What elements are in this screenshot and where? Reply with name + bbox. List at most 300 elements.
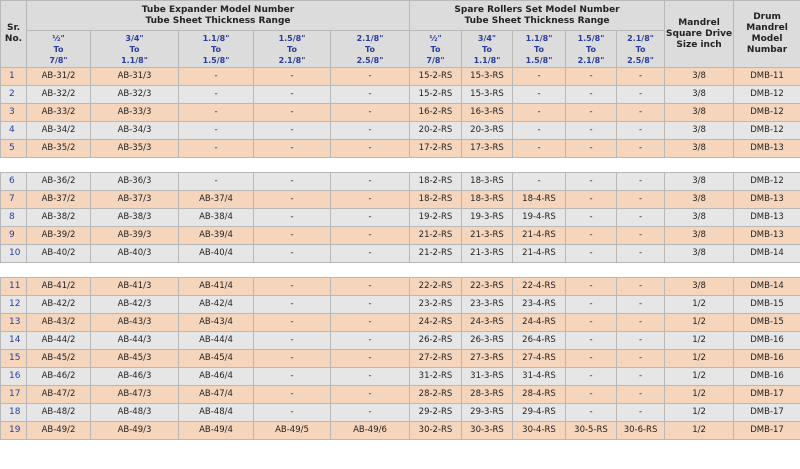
roller-model-2-cell: 17-3-RS xyxy=(462,140,513,158)
expander-model-3-cell: AB-46/4 xyxy=(179,368,254,386)
drum-mandrel-model-cell: DMB-17 xyxy=(734,386,800,404)
expander-model-2-cell: AB-37/3 xyxy=(91,191,179,209)
rollers-subtitle: Tube Sheet Thickness Range xyxy=(464,15,610,26)
expander-model-5-cell: - xyxy=(331,368,410,386)
expander-subtitle: Tube Sheet Thickness Range xyxy=(145,15,291,26)
expander-model-4-cell: - xyxy=(254,296,331,314)
expander-model-3-cell: AB-42/4 xyxy=(179,296,254,314)
expander-title: Tube Expander Model Number xyxy=(141,4,295,15)
rollers-title: Spare Rollers Set Model Number xyxy=(454,4,620,15)
roller-model-4-cell: 30-5-RS xyxy=(566,422,617,440)
expander-header xyxy=(27,1,410,31)
table-row xyxy=(1,173,800,191)
expander-model-5-cell: - xyxy=(331,191,410,209)
sr-no-header: Sr. No. xyxy=(1,1,27,68)
range-line: 1.1/8" xyxy=(202,33,230,43)
expander-model-5-cell: - xyxy=(331,173,410,191)
expander-model-5-cell: - xyxy=(331,314,410,332)
roller-model-4-cell: - xyxy=(566,386,617,404)
roller-model-5-cell: - xyxy=(617,140,665,158)
roller-model-2-cell: 19-3-RS xyxy=(462,209,513,227)
sr-no-cell: 18 xyxy=(1,404,27,422)
roller-model-4-cell: - xyxy=(566,140,617,158)
roller-model-1-cell: 16-2-RS xyxy=(410,104,462,122)
roller-model-3-cell: 21-4-RS xyxy=(513,227,566,245)
roller-model-1-cell: 21-2-RS xyxy=(410,245,462,263)
roller-model-3-cell: - xyxy=(513,140,566,158)
mandrel-size-cell: 3/8 xyxy=(665,122,734,140)
range-line: 2.1/8" xyxy=(356,33,384,43)
expander-model-5-cell: - xyxy=(331,122,410,140)
expander-model-1-cell: AB-39/2 xyxy=(27,227,91,245)
drum-mandrel-model-cell: DMB-12 xyxy=(734,122,800,140)
range-line: ½" xyxy=(52,33,65,43)
roller-model-1-cell: 18-2-RS xyxy=(410,173,462,191)
table-row xyxy=(1,209,800,227)
expander-model-2-cell: AB-36/3 xyxy=(91,173,179,191)
sr-no-cell: 4 xyxy=(1,122,27,140)
expander-model-4-cell: - xyxy=(254,332,331,350)
roller-model-5-cell: 30-6-RS xyxy=(617,422,665,440)
roller-model-3-cell: 21-4-RS xyxy=(513,245,566,263)
expander-model-4-cell: - xyxy=(254,227,331,245)
roller-model-1-cell: 26-2-RS xyxy=(410,332,462,350)
roller-model-1-cell: 24-2-RS xyxy=(410,314,462,332)
sr-no-cell: 5 xyxy=(1,140,27,158)
roller-model-3-cell: - xyxy=(513,122,566,140)
roller-model-1-cell: 15-2-RS xyxy=(410,86,462,104)
sr-no-cell: 12 xyxy=(1,296,27,314)
drum-mandrel-header: Drum Mandrel Model Numbar xyxy=(734,1,800,68)
range-line: 7/8" xyxy=(49,55,68,65)
range-line: 1.5/8" xyxy=(577,33,605,43)
roller-model-4-cell: - xyxy=(566,227,617,245)
expander-model-1-cell: AB-36/2 xyxy=(27,173,91,191)
expander-model-5-cell: - xyxy=(331,209,410,227)
roller-model-1-cell: 23-2-RS xyxy=(410,296,462,314)
sr-no-cell: 17 xyxy=(1,386,27,404)
range-line: 2.5/8" xyxy=(356,55,384,65)
expander-model-1-cell: AB-33/2 xyxy=(27,104,91,122)
roller-model-1-cell: 28-2-RS xyxy=(410,386,462,404)
expander-range-4 xyxy=(254,31,331,68)
mandrel-size-cell: 1/2 xyxy=(665,332,734,350)
table-row xyxy=(1,68,800,86)
table-row xyxy=(1,404,800,422)
drum-mandrel-model-cell: DMB-15 xyxy=(734,314,800,332)
sr-no-cell: 8 xyxy=(1,209,27,227)
roller-model-5-cell: - xyxy=(617,314,665,332)
roller-model-1-cell: 22-2-RS xyxy=(410,278,462,296)
range-line: 7/8" xyxy=(426,55,445,65)
roller-range-5 xyxy=(617,31,665,68)
roller-model-1-cell: 15-2-RS xyxy=(410,68,462,86)
roller-model-2-cell: 23-3-RS xyxy=(462,296,513,314)
expander-model-2-cell: AB-45/3 xyxy=(91,350,179,368)
table-row xyxy=(1,296,800,314)
mandrel-size-cell: 3/8 xyxy=(665,86,734,104)
table-row xyxy=(1,227,800,245)
table-row xyxy=(1,191,800,209)
group-spacer xyxy=(1,263,800,278)
expander-model-1-cell: AB-47/2 xyxy=(27,386,91,404)
expander-model-5-cell: - xyxy=(331,386,410,404)
sr-no-cell: 11 xyxy=(1,278,27,296)
expander-model-2-cell: AB-49/3 xyxy=(91,422,179,440)
spacer-cell xyxy=(1,158,800,173)
roller-model-2-cell: 22-3-RS xyxy=(462,278,513,296)
roller-model-3-cell: 26-4-RS xyxy=(513,332,566,350)
mandrel-size-cell: 3/8 xyxy=(665,245,734,263)
expander-model-4-cell: - xyxy=(254,368,331,386)
range-line: 1.1/8" xyxy=(473,55,501,65)
roller-model-4-cell: - xyxy=(566,191,617,209)
table-row xyxy=(1,104,800,122)
expander-range-3 xyxy=(179,31,254,68)
roller-model-2-cell: 26-3-RS xyxy=(462,332,513,350)
roller-model-5-cell: - xyxy=(617,227,665,245)
expander-model-3-cell: - xyxy=(179,140,254,158)
expander-model-4-cell: - xyxy=(254,122,331,140)
mandrel-size-cell: 1/2 xyxy=(665,314,734,332)
roller-model-1-cell: 30-2-RS xyxy=(410,422,462,440)
expander-model-5-cell: - xyxy=(331,245,410,263)
range-line: To xyxy=(129,44,140,54)
expander-model-4-cell: - xyxy=(254,209,331,227)
table-row xyxy=(1,140,800,158)
roller-model-2-cell: 18-3-RS xyxy=(462,191,513,209)
range-line: To xyxy=(482,44,492,54)
drum-mandrel-model-cell: DMB-13 xyxy=(734,191,800,209)
table-row xyxy=(1,332,800,350)
expander-model-2-cell: AB-38/3 xyxy=(91,209,179,227)
expander-model-2-cell: AB-44/3 xyxy=(91,332,179,350)
roller-model-2-cell: 20-3-RS xyxy=(462,122,513,140)
expander-model-2-cell: AB-40/3 xyxy=(91,245,179,263)
expander-model-3-cell: AB-37/4 xyxy=(179,191,254,209)
expander-model-3-cell: AB-48/4 xyxy=(179,404,254,422)
sr-no-cell: 6 xyxy=(1,173,27,191)
expander-model-5-cell: - xyxy=(331,350,410,368)
expander-model-3-cell: - xyxy=(179,104,254,122)
drum-mandrel-model-cell: DMB-12 xyxy=(734,173,800,191)
mandrel-size-cell: 1/2 xyxy=(665,404,734,422)
roller-model-2-cell: 29-3-RS xyxy=(462,404,513,422)
roller-model-2-cell: 31-3-RS xyxy=(462,368,513,386)
roller-model-5-cell: - xyxy=(617,350,665,368)
table-row xyxy=(1,422,800,440)
sr-no-cell: 16 xyxy=(1,368,27,386)
roller-model-3-cell: 23-4-RS xyxy=(513,296,566,314)
roller-model-1-cell: 31-2-RS xyxy=(410,368,462,386)
mandrel-size-cell: 1/2 xyxy=(665,386,734,404)
roller-model-3-cell: 24-4-RS xyxy=(513,314,566,332)
roller-model-4-cell: - xyxy=(566,332,617,350)
expander-model-4-cell: - xyxy=(254,140,331,158)
roller-model-5-cell: - xyxy=(617,278,665,296)
drum-mandrel-model-cell: DMB-13 xyxy=(734,209,800,227)
expander-model-4-cell: - xyxy=(254,104,331,122)
expander-model-3-cell: AB-38/4 xyxy=(179,209,254,227)
roller-model-5-cell: - xyxy=(617,404,665,422)
roller-model-4-cell: - xyxy=(566,350,617,368)
expander-model-1-cell: AB-31/2 xyxy=(27,68,91,86)
range-line: 2.1/8" xyxy=(278,55,306,65)
roller-model-2-cell: 30-3-RS xyxy=(462,422,513,440)
expander-model-1-cell: AB-35/2 xyxy=(27,140,91,158)
expander-model-4-cell: - xyxy=(254,404,331,422)
range-line: 1.1/8" xyxy=(121,55,148,65)
expander-model-3-cell: - xyxy=(179,68,254,86)
roller-model-4-cell: - xyxy=(566,209,617,227)
roller-model-4-cell: - xyxy=(566,122,617,140)
range-line: To xyxy=(430,44,441,54)
expander-model-2-cell: AB-47/3 xyxy=(91,386,179,404)
expander-model-5-cell: - xyxy=(331,140,410,158)
expander-model-4-cell: - xyxy=(254,314,331,332)
expander-model-2-cell: AB-35/3 xyxy=(91,140,179,158)
range-line: ½" xyxy=(429,33,442,43)
mandrel-size-cell: 3/8 xyxy=(665,140,734,158)
mandrel-size-cell: 1/2 xyxy=(665,422,734,440)
table-row xyxy=(1,245,800,263)
range-line: To xyxy=(365,44,375,54)
roller-model-3-cell: 22-4-RS xyxy=(513,278,566,296)
roller-model-5-cell: - xyxy=(617,245,665,263)
roller-model-3-cell: 31-4-RS xyxy=(513,368,566,386)
expander-model-4-cell: - xyxy=(254,68,331,86)
expander-model-4-cell: - xyxy=(254,386,331,404)
roller-model-2-cell: 15-3-RS xyxy=(462,86,513,104)
range-line: 1.5/8" xyxy=(278,33,306,43)
roller-model-2-cell: 18-3-RS xyxy=(462,173,513,191)
roller-model-3-cell: - xyxy=(513,173,566,191)
expander-model-2-cell: AB-48/3 xyxy=(91,404,179,422)
expander-model-3-cell: AB-43/4 xyxy=(179,314,254,332)
expander-model-4-cell: - xyxy=(254,350,331,368)
roller-model-1-cell: 17-2-RS xyxy=(410,140,462,158)
drum-mandrel-model-cell: DMB-16 xyxy=(734,368,800,386)
expander-model-4-cell: - xyxy=(254,86,331,104)
expander-model-1-cell: AB-46/2 xyxy=(27,368,91,386)
range-line: To xyxy=(287,44,297,54)
drum-mandrel-model-cell: DMB-12 xyxy=(734,104,800,122)
roller-model-2-cell: 21-3-RS xyxy=(462,245,513,263)
sr-no-cell: 1 xyxy=(1,68,27,86)
roller-model-5-cell: - xyxy=(617,209,665,227)
expander-model-2-cell: AB-34/3 xyxy=(91,122,179,140)
roller-model-4-cell: - xyxy=(566,368,617,386)
roller-range-1 xyxy=(410,31,462,68)
expander-model-1-cell: AB-38/2 xyxy=(27,209,91,227)
expander-model-3-cell: AB-47/4 xyxy=(179,386,254,404)
expander-model-5-cell: - xyxy=(331,404,410,422)
expander-model-2-cell: AB-32/3 xyxy=(91,86,179,104)
drum-mandrel-model-cell: DMB-13 xyxy=(734,227,800,245)
expander-model-3-cell: AB-45/4 xyxy=(179,350,254,368)
mandrel-size-cell: 3/8 xyxy=(665,191,734,209)
roller-model-3-cell: - xyxy=(513,86,566,104)
roller-model-5-cell: - xyxy=(617,386,665,404)
expander-model-4-cell: - xyxy=(254,278,331,296)
expander-model-1-cell: AB-44/2 xyxy=(27,332,91,350)
expander-model-2-cell: AB-41/3 xyxy=(91,278,179,296)
range-line: To xyxy=(586,44,596,54)
expander-model-4-cell: AB-49/5 xyxy=(254,422,331,440)
roller-model-4-cell: - xyxy=(566,245,617,263)
expander-model-2-cell: AB-33/3 xyxy=(91,104,179,122)
mandrel-size-cell: 3/8 xyxy=(665,209,734,227)
roller-model-5-cell: - xyxy=(617,68,665,86)
roller-model-4-cell: - xyxy=(566,86,617,104)
table-row xyxy=(1,350,800,368)
roller-model-3-cell: 30-4-RS xyxy=(513,422,566,440)
roller-model-3-cell: 18-4-RS xyxy=(513,191,566,209)
roller-model-2-cell: 28-3-RS xyxy=(462,386,513,404)
roller-range-2 xyxy=(462,31,513,68)
rollers-header xyxy=(410,1,665,31)
sr-no-cell: 19 xyxy=(1,422,27,440)
expander-model-5-cell: - xyxy=(331,278,410,296)
range-line: To xyxy=(635,44,646,54)
roller-model-3-cell: - xyxy=(513,68,566,86)
mandrel-header: Mandrel Square Drive Size inch xyxy=(665,1,734,68)
table-row xyxy=(1,86,800,104)
expander-range-2 xyxy=(91,31,179,68)
mandrel-size-cell: 3/8 xyxy=(665,227,734,245)
expander-model-3-cell: AB-44/4 xyxy=(179,332,254,350)
expander-model-2-cell: AB-31/3 xyxy=(91,68,179,86)
drum-mandrel-model-cell: DMB-15 xyxy=(734,296,800,314)
expander-model-5-cell: - xyxy=(331,68,410,86)
table-row xyxy=(1,386,800,404)
mandrel-size-cell: 1/2 xyxy=(665,296,734,314)
range-line: 2.5/8" xyxy=(627,55,654,65)
expander-model-1-cell: AB-45/2 xyxy=(27,350,91,368)
range-line: To xyxy=(534,44,544,54)
roller-model-4-cell: - xyxy=(566,314,617,332)
sr-no-cell: 9 xyxy=(1,227,27,245)
roller-model-4-cell: - xyxy=(566,104,617,122)
roller-model-3-cell: 27-4-RS xyxy=(513,350,566,368)
roller-model-4-cell: - xyxy=(566,68,617,86)
roller-range-3 xyxy=(513,31,566,68)
mandrel-size-cell: 3/8 xyxy=(665,104,734,122)
drum-mandrel-model-cell: DMB-13 xyxy=(734,140,800,158)
roller-model-1-cell: 18-2-RS xyxy=(410,191,462,209)
expander-model-3-cell: AB-39/4 xyxy=(179,227,254,245)
expander-model-5-cell: - xyxy=(331,296,410,314)
expander-model-2-cell: AB-39/3 xyxy=(91,227,179,245)
roller-model-2-cell: 27-3-RS xyxy=(462,350,513,368)
expander-model-2-cell: AB-43/3 xyxy=(91,314,179,332)
roller-model-5-cell: - xyxy=(617,104,665,122)
sr-no-cell: 10 xyxy=(1,245,27,263)
range-line: 1.5/8" xyxy=(202,55,230,65)
drum-mandrel-model-cell: DMB-16 xyxy=(734,350,800,368)
expander-model-1-cell: AB-40/2 xyxy=(27,245,91,263)
mandrel-size-cell: 3/8 xyxy=(665,68,734,86)
roller-model-1-cell: 19-2-RS xyxy=(410,209,462,227)
expander-model-4-cell: - xyxy=(254,245,331,263)
roller-model-5-cell: - xyxy=(617,173,665,191)
range-line: 1.1/8" xyxy=(525,33,553,43)
drum-mandrel-model-cell: DMB-11 xyxy=(734,68,800,86)
roller-model-1-cell: 29-2-RS xyxy=(410,404,462,422)
roller-model-1-cell: 27-2-RS xyxy=(410,350,462,368)
range-line: 2.1/8" xyxy=(577,55,605,65)
drum-mandrel-model-cell: DMB-14 xyxy=(734,278,800,296)
expander-model-4-cell: - xyxy=(254,191,331,209)
mandrel-size-cell: 1/2 xyxy=(665,368,734,386)
expander-model-5-cell: AB-49/6 xyxy=(331,422,410,440)
sr-no-cell: 3 xyxy=(1,104,27,122)
expander-range-5 xyxy=(331,31,410,68)
range-line: 2.1/8" xyxy=(627,33,654,43)
roller-model-5-cell: - xyxy=(617,86,665,104)
expander-model-3-cell: AB-49/4 xyxy=(179,422,254,440)
roller-model-5-cell: - xyxy=(617,332,665,350)
range-line: 3/4" xyxy=(125,33,144,43)
expander-model-5-cell: - xyxy=(331,104,410,122)
table-row xyxy=(1,368,800,386)
roller-model-4-cell: - xyxy=(566,404,617,422)
table-row xyxy=(1,122,800,140)
expander-model-3-cell: - xyxy=(179,122,254,140)
range-line: 3/4" xyxy=(477,33,497,43)
drum-mandrel-model-cell: DMB-14 xyxy=(734,245,800,263)
expander-model-1-cell: AB-37/2 xyxy=(27,191,91,209)
expander-model-5-cell: - xyxy=(331,227,410,245)
expander-model-3-cell: - xyxy=(179,173,254,191)
roller-model-4-cell: - xyxy=(566,296,617,314)
expander-model-3-cell: - xyxy=(179,86,254,104)
expander-model-5-cell: - xyxy=(331,332,410,350)
range-line: 1.5/8" xyxy=(525,55,553,65)
roller-model-4-cell: - xyxy=(566,278,617,296)
table-row xyxy=(1,314,800,332)
expander-model-2-cell: AB-42/3 xyxy=(91,296,179,314)
roller-model-3-cell: 19-4-RS xyxy=(513,209,566,227)
mandrel-size-cell: 3/8 xyxy=(665,278,734,296)
sr-no-cell: 14 xyxy=(1,332,27,350)
range-line: To xyxy=(53,44,64,54)
roller-model-3-cell: 28-4-RS xyxy=(513,386,566,404)
roller-range-4 xyxy=(566,31,617,68)
expander-model-3-cell: AB-41/4 xyxy=(179,278,254,296)
roller-model-1-cell: 20-2-RS xyxy=(410,122,462,140)
roller-model-3-cell: 29-4-RS xyxy=(513,404,566,422)
table-row xyxy=(1,278,800,296)
range-line: To xyxy=(211,44,221,54)
expander-model-5-cell: - xyxy=(331,86,410,104)
roller-model-1-cell: 21-2-RS xyxy=(410,227,462,245)
sr-no-cell: 7 xyxy=(1,191,27,209)
sr-no-cell: 13 xyxy=(1,314,27,332)
expander-model-1-cell: AB-32/2 xyxy=(27,86,91,104)
mandrel-size-cell: 3/8 xyxy=(665,173,734,191)
expander-model-2-cell: AB-46/3 xyxy=(91,368,179,386)
roller-model-2-cell: 24-3-RS xyxy=(462,314,513,332)
group-spacer xyxy=(1,158,800,173)
mandrel-size-cell: 1/2 xyxy=(665,350,734,368)
spacer-cell xyxy=(1,263,800,278)
roller-model-5-cell: - xyxy=(617,296,665,314)
expander-model-1-cell: AB-41/2 xyxy=(27,278,91,296)
sr-no-cell: 15 xyxy=(1,350,27,368)
expander-model-1-cell: AB-34/2 xyxy=(27,122,91,140)
drum-mandrel-model-cell: DMB-17 xyxy=(734,422,800,440)
